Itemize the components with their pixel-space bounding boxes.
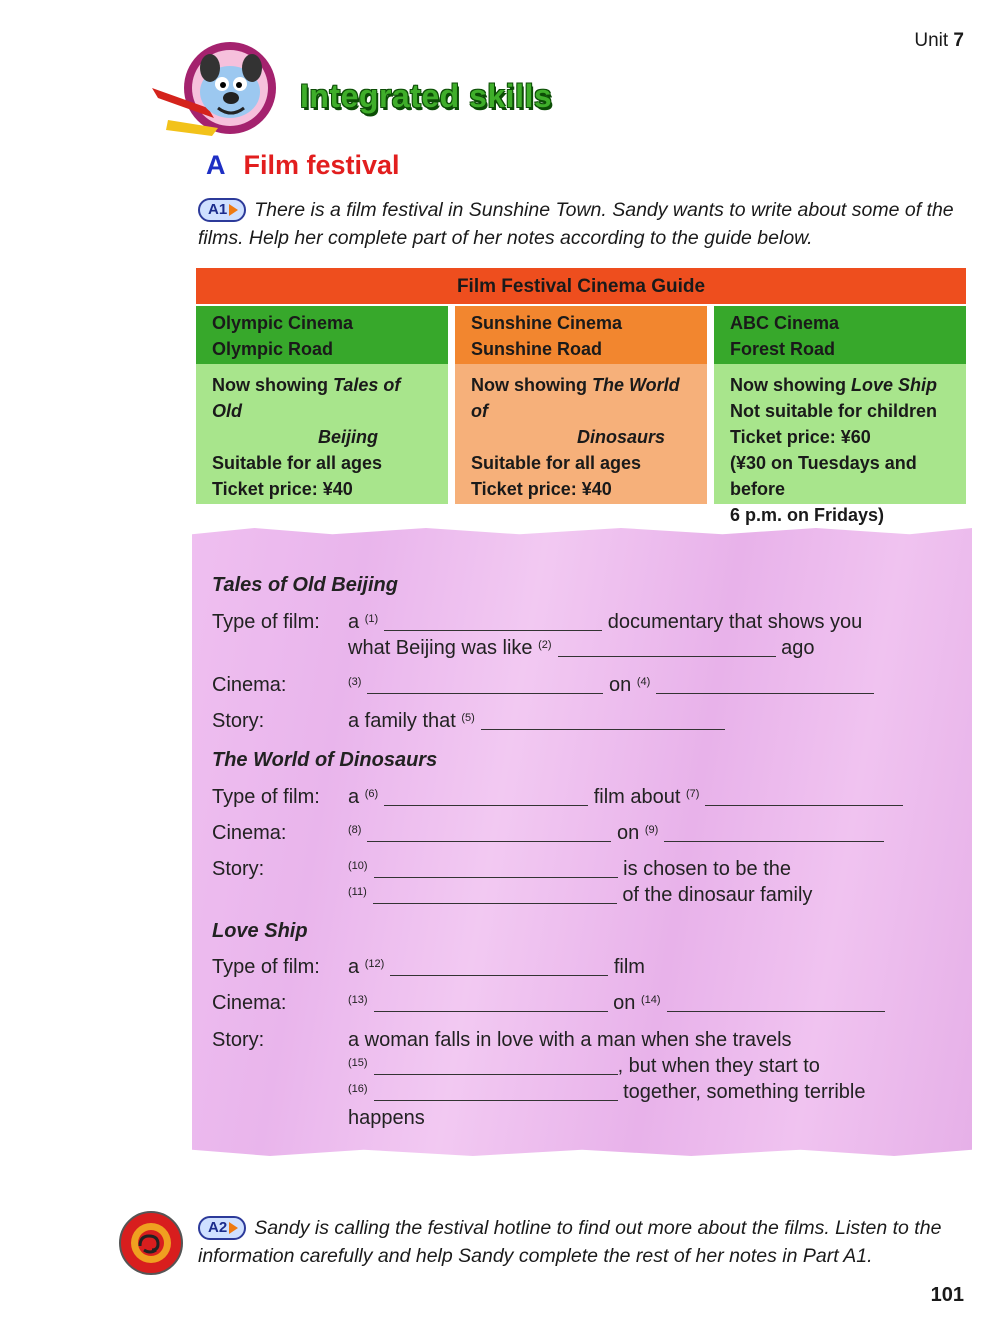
blank-1[interactable] bbox=[384, 612, 602, 631]
film2-type-line: a $^{(6)}$ film about $^{(7)}$ bbox=[348, 786, 903, 809]
film2-story-line2: $^{(11)}$ of the dinosaur family bbox=[348, 884, 813, 906]
film2-cinema-line: $^{(8)}$ on $^{(9)}$ bbox=[348, 822, 884, 845]
film3-type-line: a $^{(12)}$ film bbox=[348, 956, 645, 978]
film2-story-line1: $^{(10)}$ is chosen to be the bbox=[348, 858, 792, 880]
film3-cinema-label: Cinema: bbox=[212, 992, 287, 1014]
blank-11[interactable] bbox=[373, 885, 617, 904]
blank-5[interactable] bbox=[481, 711, 725, 730]
blank-4[interactable] bbox=[656, 675, 874, 694]
blank-3[interactable] bbox=[367, 675, 603, 694]
film2-type-label: Type of film: bbox=[212, 786, 320, 808]
film1-cinema-label: Cinema: bbox=[212, 674, 287, 696]
film1-type-label: Type of film: bbox=[212, 611, 320, 633]
film1-type-line1: a $^{(1)}$ documentary that shows you bbox=[348, 611, 863, 633]
film3-cinema-line: $^{(13)}$ on $^{(14)}$ bbox=[348, 992, 885, 1015]
blank-7[interactable] bbox=[705, 787, 903, 806]
film3-story-label: Story: bbox=[212, 1029, 265, 1051]
blank-6[interactable] bbox=[384, 787, 588, 806]
a2-instruction: A2 Sandy is calling the festival hotline to find out more about the films. Listen to the information carefully and help Sandy complete the rest of her notes in Part A1. bbox=[198, 1217, 942, 1267]
blank-14[interactable] bbox=[667, 993, 885, 1012]
blank-16[interactable] bbox=[374, 1082, 618, 1101]
blank-8[interactable] bbox=[367, 823, 611, 842]
film3-type-label: Type of film: bbox=[212, 956, 320, 978]
audio-disc-icon bbox=[118, 1210, 184, 1276]
mascot-dog-icon bbox=[148, 38, 308, 138]
film2-cinema-label: Cinema: bbox=[212, 822, 287, 844]
film2-title: The World of Dinosaurs bbox=[212, 749, 438, 771]
film1-story-label: Story: bbox=[212, 710, 265, 732]
film1-type-line2: what Beijing was like $^{(2)}$ ago bbox=[348, 637, 815, 659]
film1-cinema-line: $^{(3)}$ on $^{(4)}$ bbox=[348, 674, 874, 697]
film3-story-line1: a woman falls in love with a man when she travels bbox=[348, 1029, 792, 1051]
blank-10[interactable] bbox=[374, 859, 618, 878]
cinema-abc: ABC Cinema Forest Road Now showing Love Ship Not suitable for children Ticket price: ¥60 (¥30 on Tuesdays and before 6 p.m. on Fridays) bbox=[714, 306, 966, 506]
page-number: 101 bbox=[930, 1284, 964, 1306]
a1-instruction: A1 There is a film festival in Sunshine Town. Sandy wants to write about some of the films. Help her complete part of her notes according to the guide below. bbox=[198, 199, 954, 249]
film3-story-line4: happens bbox=[348, 1107, 425, 1129]
play-arrow-icon bbox=[229, 1222, 238, 1234]
guide-title: Film Festival Cinema Guide bbox=[196, 268, 966, 304]
cinema-olympic: Olympic Cinema Olympic Road Now showing Tales of Old Beijing Suitable for all ages Ticket price: ¥40 bbox=[196, 306, 448, 506]
a1-badge: A1 bbox=[198, 198, 246, 222]
film1-story-line: a family that $^{(5)}$ bbox=[348, 710, 725, 733]
film3-story-line3: $^{(16)}$ together, something terrible bbox=[348, 1081, 866, 1103]
unit-label: Unit 7 bbox=[914, 30, 964, 51]
blank-2[interactable] bbox=[558, 638, 776, 657]
film2-story-label: Story: bbox=[212, 858, 265, 880]
blank-12[interactable] bbox=[390, 957, 608, 976]
a2-badge: A2 bbox=[198, 1216, 246, 1240]
play-arrow-icon bbox=[229, 204, 238, 216]
blank-13[interactable] bbox=[374, 993, 608, 1012]
film3-story-line2: $^{(15)}$ , but when they start to bbox=[348, 1055, 820, 1077]
cinema-sunshine: Sunshine Cinema Sunshine Road Now showing The World of Dinosaurs Suitable for all ages Ticket price: ¥40 bbox=[455, 306, 707, 506]
film3-title: Love Ship bbox=[212, 920, 308, 942]
section-heading: A Film festival bbox=[206, 150, 400, 180]
page-title: Integrated skills bbox=[300, 78, 553, 114]
cinema-guide bbox=[196, 268, 966, 525]
blank-15[interactable] bbox=[374, 1056, 618, 1075]
blank-9[interactable] bbox=[664, 823, 884, 842]
film1-title: Tales of Old Beijing bbox=[212, 574, 398, 596]
